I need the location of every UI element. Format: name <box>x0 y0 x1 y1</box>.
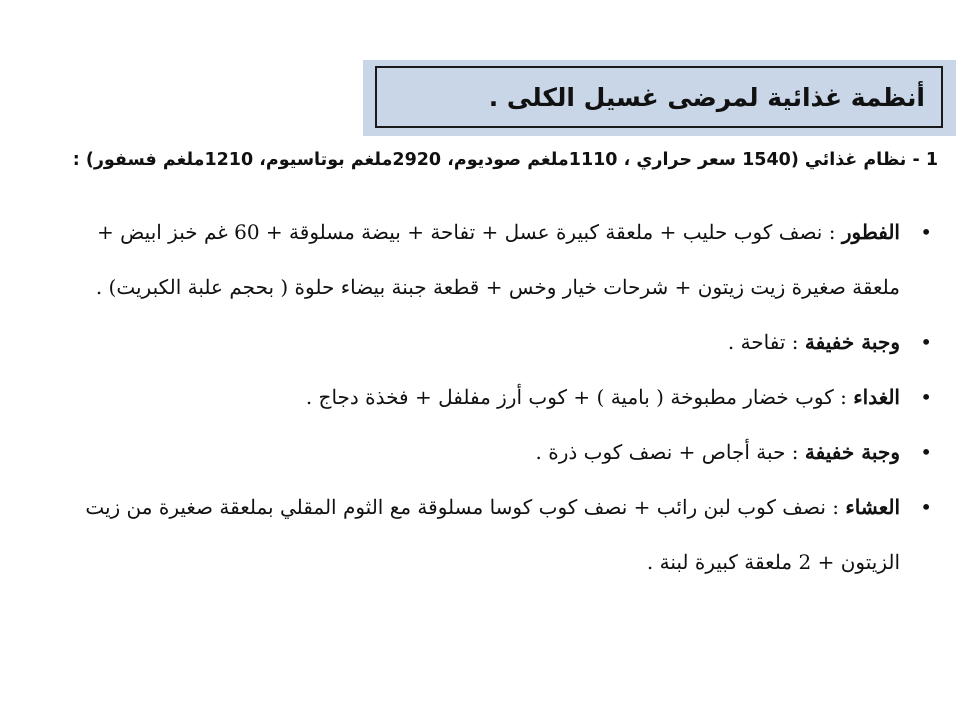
bullet-icon: • <box>920 385 932 409</box>
meal-item-dinner <box>58 480 938 590</box>
meal-separator: : <box>822 220 842 244</box>
meal-text: حبة أجاص + نصف كوب ذرة . <box>535 440 786 464</box>
bullet-icon: • <box>920 330 932 354</box>
meal-label: الغداء <box>853 385 900 409</box>
bullet-icon: • <box>920 440 932 464</box>
meal-label: الفطور <box>841 220 900 244</box>
meal-label: وجبة خفيفة <box>804 330 900 354</box>
meal-label: العشاء <box>845 495 900 519</box>
meal-item-snack-2 <box>58 425 938 480</box>
meal-text: تفاحة . <box>727 330 786 354</box>
title-banner <box>375 66 943 128</box>
meal-text: نصف كوب لبن رائب + نصف كوب كوسا مسلوقة مع الثوم المقلي بملعقة صغيرة من زيت الزيتون + 2 ملعقة كبيرة لبنة . <box>85 495 900 574</box>
meal-list <box>58 205 938 590</box>
meal-text: كوب خضار مطبوخة ( بامية ) + كوب أرز مفلفل + فخذة دجاج . <box>305 385 834 409</box>
meal-text: نصف كوب حليب + ملعقة كبيرة عسل + تفاحة + بيضة مسلوقة + 60 غم خبز ابيض + ملعقة صغيرة زيت زيتون + شرحات خيار وخس + قطعة جبنة بيضاء حلوة ( بحجم علبة الكبريت) . <box>95 220 900 299</box>
meal-separator: : <box>785 330 805 354</box>
meal-label: وجبة خفيفة <box>804 440 900 464</box>
bullet-icon: • <box>920 495 932 519</box>
bullet-icon: • <box>920 220 932 244</box>
meal-separator: : <box>833 385 854 409</box>
diet-plan-heading: 1 - نظام غذائي (1540 سعر حراري ، 1110ملغم صوديوم، 2920ملغم بوتاسيوم، 1210ملغم فسفور) : <box>72 150 938 170</box>
meal-separator: : <box>785 440 805 464</box>
meal-item-breakfast <box>58 205 938 315</box>
meal-separator: : <box>825 495 846 519</box>
meal-item-lunch <box>58 370 938 425</box>
page-title: أنظمة غذائية لمرضى غسيل الكلى . <box>488 82 925 112</box>
meal-item-snack-1 <box>58 315 938 370</box>
